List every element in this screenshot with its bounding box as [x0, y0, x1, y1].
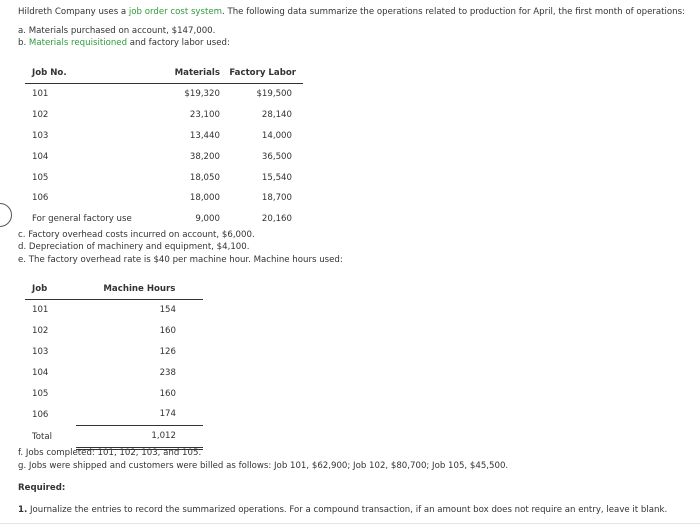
item-d: d. Depreciation of machinery and equipment, $4,100.: [18, 242, 250, 252]
cell-materials: 9,000: [195, 214, 220, 225]
cell-materials: 18,050: [189, 172, 220, 183]
item-c: c. Factory overhead costs incurred on account, $6,000.: [18, 230, 255, 240]
table-row: [25, 146, 303, 167]
table-row: [25, 188, 303, 209]
intro-text-2: . The following data summarize the operations related to production for April, the first month of operations:: [222, 7, 685, 17]
cell-job: 101: [32, 89, 49, 100]
cell-job: 104: [32, 367, 49, 378]
divider: [0, 523, 700, 524]
total-label: Total: [32, 431, 53, 442]
cell-job: 105: [32, 388, 49, 399]
cell-job: 103: [32, 346, 49, 357]
cell-job: 106: [32, 409, 49, 420]
cell-labor: 20,160: [261, 214, 292, 225]
cell-labor: 28,140: [261, 110, 292, 121]
cell-job: 106: [32, 193, 49, 204]
table-row: [25, 321, 203, 342]
header-machine-hours: Machine Hours: [76, 279, 203, 300]
side-nav-circle-button[interactable]: [0, 203, 12, 227]
table-header-row: [25, 279, 203, 300]
table-row: [25, 84, 303, 105]
cell-hours: 174: [159, 409, 176, 420]
cell-job: 102: [32, 110, 49, 121]
cell-labor: 14,000: [261, 130, 292, 141]
total-row: [25, 425, 203, 448]
cell-labor: $19,500: [256, 89, 292, 100]
table-header-row: [25, 63, 303, 84]
cell-job: For general factory use: [32, 214, 132, 225]
machine-hours-table: [25, 279, 203, 450]
cell-materials: 38,200: [189, 151, 220, 162]
cell-hours: 160: [159, 326, 176, 337]
cell-hours: 126: [159, 346, 176, 357]
cell-job: 105: [32, 172, 49, 183]
item-g: g. Jobs were shipped and customers were billed as follows: Job 101, $62,900; Job 102, $80,700; Job 105, $45,500.: [18, 461, 509, 471]
table-row: [25, 342, 203, 363]
materials-labor-table: [25, 63, 303, 230]
cell-job: 102: [32, 326, 49, 337]
header-factory-labor: Factory Labor: [220, 63, 303, 84]
cell-hours: 154: [159, 305, 176, 316]
cell-labor: 36,500: [261, 151, 292, 162]
item-b-prefix: b.: [18, 38, 29, 48]
header-materials: Materials: [134, 63, 220, 84]
item-b: [18, 38, 230, 48]
table-row: [25, 383, 203, 404]
cell-hours: 238: [159, 367, 176, 378]
intro-text-1: Hildreth Company uses a: [18, 7, 129, 17]
question-1: [18, 505, 667, 515]
question-text: Journalize the entries to record the summarized operations. For a compound transaction, if an amount box does not require an entry, leave it blank.: [27, 505, 668, 515]
question-number: 1.: [18, 505, 28, 515]
cell-materials: 23,100: [189, 110, 220, 121]
cell-job: 103: [32, 130, 49, 141]
total-value: 1,012: [76, 425, 203, 448]
cell-materials: 18,000: [189, 193, 220, 204]
item-e: e. The factory overhead rate is $40 per machine hour. Machine hours used:: [18, 255, 343, 265]
table-row: [25, 209, 303, 230]
cell-materials: 13,440: [189, 130, 220, 141]
job-order-cost-system-link[interactable]: job order cost system: [128, 7, 223, 17]
cell-labor: 15,540: [261, 172, 292, 183]
table-row: [25, 105, 303, 126]
table-row: [25, 167, 303, 188]
cell-job: 101: [32, 305, 49, 316]
table-row: [25, 300, 203, 321]
cell-materials: $19,320: [184, 89, 220, 100]
table-row: [25, 126, 303, 147]
cell-job: 104: [32, 151, 49, 162]
item-f: f. Jobs completed: 101, 102, 103, and 105.: [18, 448, 202, 458]
intro-paragraph: [18, 7, 685, 17]
header-job-no: Job No.: [25, 63, 134, 84]
item-b-suffix: and factory labor used:: [127, 38, 230, 48]
item-a: a. Materials purchased on account, $147,000.: [18, 26, 216, 36]
table-row: [25, 362, 203, 383]
table-row: [25, 404, 203, 425]
cell-hours: 160: [159, 388, 176, 399]
materials-requisitioned-link[interactable]: Materials requisitioned: [28, 38, 128, 48]
required-label: Required:: [18, 483, 66, 493]
header-job: Job: [25, 279, 76, 300]
cell-labor: 18,700: [261, 193, 292, 204]
